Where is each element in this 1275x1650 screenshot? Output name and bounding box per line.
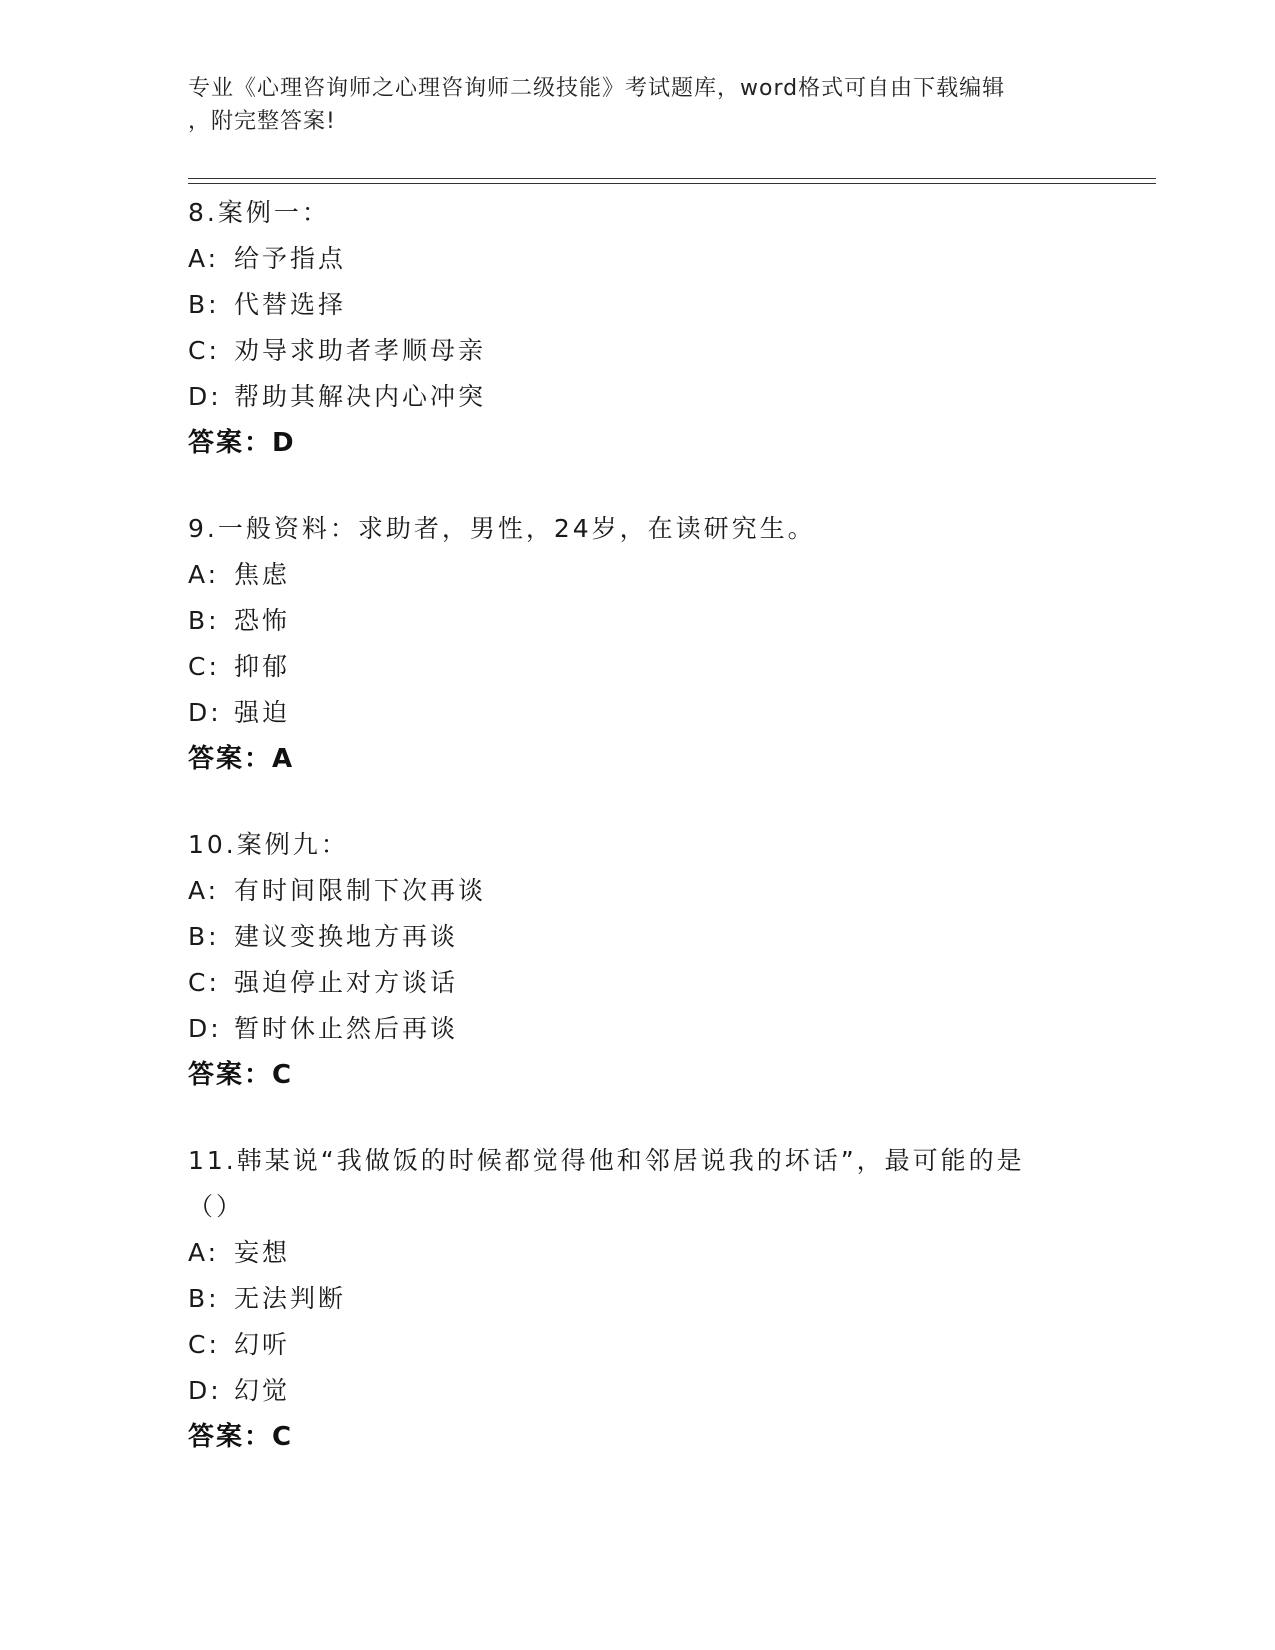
- option-text: 幻听: [234, 1330, 291, 1359]
- option-text: 代替选择: [234, 290, 347, 319]
- option-c: [188, 644, 1088, 690]
- option-text: 给予指点: [234, 244, 347, 273]
- option-b: [188, 598, 1088, 644]
- header-divider-bottom: [188, 183, 1156, 184]
- option-a: [188, 236, 1088, 282]
- header-line-2: ，附完整答案!: [188, 109, 336, 134]
- document-header: [188, 72, 1088, 138]
- option-letter: B:: [188, 1284, 220, 1313]
- option-b: [188, 282, 1088, 328]
- option-text: 帮助其解决内心冲突: [234, 382, 487, 411]
- option-letter: D:: [188, 382, 222, 411]
- option-letter: A:: [188, 1238, 220, 1267]
- option-letter: D:: [188, 1014, 222, 1043]
- question-item: [188, 190, 1088, 466]
- option-d: [188, 374, 1088, 420]
- answer-line: 答案：C: [188, 1422, 294, 1452]
- question-stem: 9.一般资料：求助者，男性，24岁，在读研究生。: [188, 514, 816, 543]
- option-text: 暂时休止然后再谈: [234, 1014, 459, 1043]
- option-letter: D:: [188, 698, 222, 727]
- question-item: [188, 506, 1088, 782]
- option-d: [188, 1006, 1088, 1052]
- header-line-1: 专业《心理咨询师之心理咨询师二级技能》考试题库，word格式可自由下载编辑: [188, 76, 1006, 101]
- option-text: 无法判断: [234, 1284, 347, 1313]
- option-c: [188, 328, 1088, 374]
- option-text: 劝导求助者孝顺母亲: [234, 336, 487, 365]
- option-text: 建议变换地方再谈: [234, 922, 459, 951]
- question-item: [188, 822, 1088, 1098]
- option-letter: B:: [188, 922, 220, 951]
- option-c: [188, 960, 1088, 1006]
- answer-line: 答案：A: [188, 744, 295, 774]
- answer-line: 答案：D: [188, 428, 296, 458]
- option-a: [188, 552, 1088, 598]
- option-text: 焦虑: [234, 560, 291, 589]
- question-stem: 8.案例一：: [188, 198, 330, 227]
- option-text: 有时间限制下次再谈: [234, 876, 487, 905]
- option-text: 抑郁: [234, 652, 291, 681]
- option-letter: D:: [188, 1376, 222, 1405]
- option-text: 妄想: [234, 1238, 291, 1267]
- option-c: [188, 1322, 1088, 1368]
- option-letter: C:: [188, 652, 220, 681]
- option-letter: C:: [188, 336, 220, 365]
- option-d: [188, 690, 1088, 736]
- option-b: [188, 914, 1088, 960]
- question-item: [188, 1138, 1088, 1460]
- answer-line: 答案：C: [188, 1060, 294, 1090]
- option-text: 强迫: [234, 698, 291, 727]
- option-letter: C:: [188, 1330, 220, 1359]
- option-letter: B:: [188, 606, 220, 635]
- header-divider-top: [188, 178, 1156, 179]
- option-text: 恐怖: [234, 606, 291, 635]
- option-letter: A:: [188, 876, 220, 905]
- question-stem: 11.韩某说“我做饭的时候都觉得他和邻居说我的坏话”，最可能的是: [188, 1146, 1025, 1175]
- option-letter: A:: [188, 244, 220, 273]
- option-b: [188, 1276, 1088, 1322]
- option-d: [188, 1368, 1088, 1414]
- option-letter: A:: [188, 560, 220, 589]
- question-stem: 10.案例九：: [188, 830, 349, 859]
- option-a: [188, 868, 1088, 914]
- option-a: [188, 1230, 1088, 1276]
- option-text: 幻觉: [234, 1376, 291, 1405]
- question-stem-continuation: （）: [188, 1192, 245, 1221]
- option-letter: B:: [188, 290, 220, 319]
- question-list: [188, 190, 1088, 1500]
- option-letter: C:: [188, 968, 220, 997]
- option-text: 强迫停止对方谈话: [234, 968, 459, 997]
